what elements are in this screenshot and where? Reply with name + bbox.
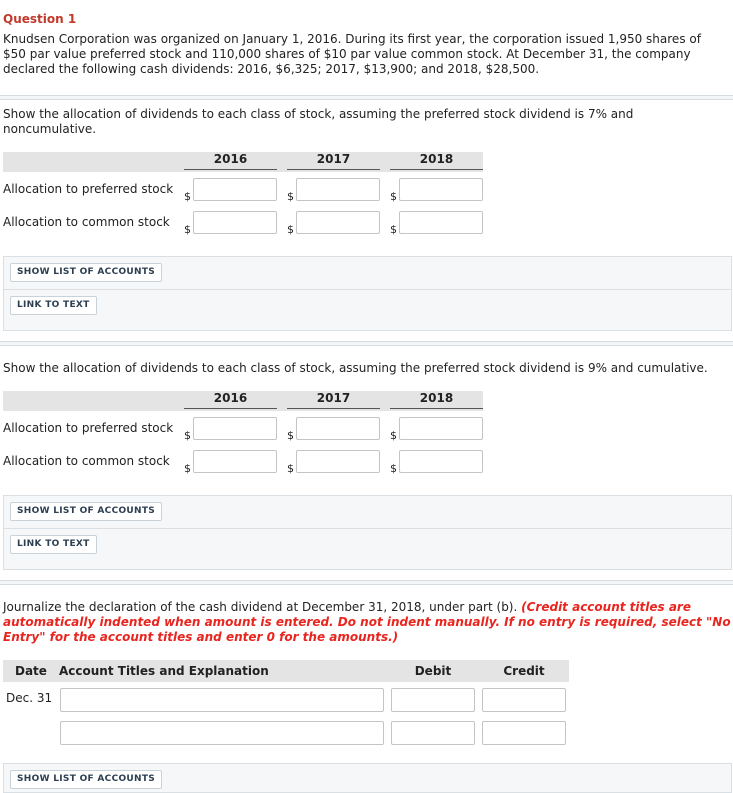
currency-symbol: $ [184, 462, 191, 475]
part-b-show-accounts-button[interactable]: SHOW LIST OF ACCOUNTS [10, 502, 162, 521]
question-title: Question 1 [3, 12, 77, 26]
part-a-col-2016: 2016 [184, 152, 277, 170]
part-c-show-accounts-button[interactable]: SHOW LIST OF ACCOUNTS [10, 770, 162, 789]
intro-line-3: declared the following cash dividends: 2016, $6,325; 2017, $13,900; and 2018, $28,500. [3, 62, 540, 76]
part-b-instruction: Show the allocation of dividends to each class of stock, assuming the preferred stock dividend is 9% and cumulative. [3, 361, 708, 375]
currency-symbol: $ [287, 462, 294, 475]
part-a-row-preferred-label: Allocation to preferred stock [3, 182, 174, 196]
part-a-preferred-2018-input[interactable] [399, 178, 483, 201]
currency-symbol: $ [184, 223, 191, 236]
part-a-preferred-2016-input[interactable] [193, 178, 277, 201]
part-a-instruction-line-2: noncumulative. [3, 122, 97, 136]
part-b-col-2018: 2018 [390, 391, 483, 409]
part-b-col-2017: 2017 [287, 391, 380, 409]
journal-header-debit: Debit [414, 664, 452, 678]
intro-line-2: $50 par value preferred stock and 110,000 shares of $10 par value common stock. At December 31, the company [3, 47, 691, 61]
journal-account-input-1[interactable] [60, 688, 384, 712]
currency-symbol: $ [390, 462, 397, 475]
part-a-common-2018-input[interactable] [399, 211, 483, 234]
part-a-link-to-text-button[interactable]: LINK TO TEXT [10, 296, 97, 315]
part-b-link-to-text-button[interactable]: LINK TO TEXT [10, 535, 97, 554]
panel-divider [3, 528, 732, 529]
part-b-common-2017-input[interactable] [296, 450, 380, 473]
part-c-instruction-red-3: Entry" for the account titles and enter 0 for the amounts.) [3, 630, 399, 644]
part-b-row-common-label: Allocation to common stock [3, 454, 170, 468]
journal-date: Dec. 31 [6, 691, 53, 705]
part-a-common-2017-input[interactable] [296, 211, 380, 234]
journal-debit-input-1[interactable] [391, 688, 475, 712]
journal-credit-input-2[interactable] [482, 721, 566, 745]
section-separator [0, 95, 733, 100]
part-b-preferred-2018-input[interactable] [399, 417, 483, 440]
part-c-instruction-plain: Journalize the declaration of the cash dividend at December 31, 2018, under part (b). [3, 600, 522, 614]
part-b-common-2016-input[interactable] [193, 450, 277, 473]
currency-symbol: $ [184, 190, 191, 203]
journal-header-date: Date [15, 664, 47, 678]
part-a-common-2016-input[interactable] [193, 211, 277, 234]
currency-symbol: $ [184, 429, 191, 442]
currency-symbol: $ [287, 429, 294, 442]
part-b-common-2018-input[interactable] [399, 450, 483, 473]
journal-credit-input-1[interactable] [482, 688, 566, 712]
part-a-instruction [3, 107, 728, 137]
part-a-show-accounts-button[interactable]: SHOW LIST OF ACCOUNTS [10, 263, 162, 282]
part-a-row-common-label: Allocation to common stock [3, 215, 170, 229]
currency-symbol: $ [287, 190, 294, 203]
journal-account-input-2[interactable] [60, 721, 384, 745]
journal-header-account: Account Titles and Explanation [59, 664, 269, 678]
part-b-preferred-2017-input[interactable] [296, 417, 380, 440]
part-b-preferred-2016-input[interactable] [193, 417, 277, 440]
part-a-col-2018: 2018 [390, 152, 483, 170]
currency-symbol: $ [390, 223, 397, 236]
part-a-preferred-2017-input[interactable] [296, 178, 380, 201]
journal-debit-input-2[interactable] [391, 721, 475, 745]
panel-divider [3, 289, 732, 290]
currency-symbol: $ [390, 429, 397, 442]
part-c-instruction [3, 600, 731, 645]
currency-symbol: $ [287, 223, 294, 236]
part-b-col-2016: 2016 [184, 391, 277, 409]
journal-header-credit: Credit [503, 664, 545, 678]
intro-line-1: Knudsen Corporation was organized on January 1, 2016. During its first year, the corporation issued 1,950 shares of [3, 32, 701, 46]
part-a-col-2017: 2017 [287, 152, 380, 170]
section-separator [0, 341, 733, 346]
part-c-instruction-red-2: automatically indented when amount is entered. Do not indent manually. If no entry is required, select "No [3, 615, 731, 629]
question-intro [3, 32, 728, 77]
currency-symbol: $ [390, 190, 397, 203]
section-separator [0, 580, 733, 585]
part-a-instruction-line-1: Show the allocation of dividends to each class of stock, assuming the preferred stock dividend is 7% and [3, 107, 634, 121]
part-c-instruction-red-1: (Credit account titles are [521, 600, 691, 614]
part-b-row-preferred-label: Allocation to preferred stock [3, 421, 174, 435]
